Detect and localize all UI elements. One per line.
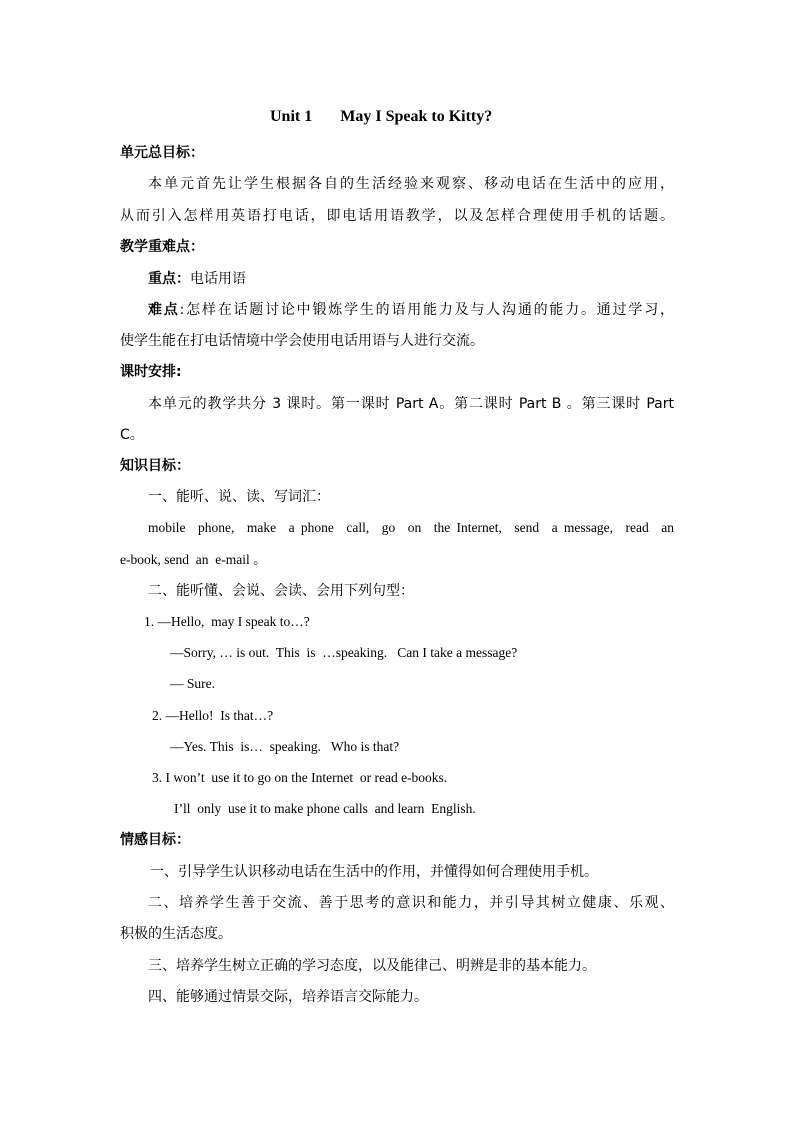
sentence-3: 3. I won’t use it to go on the Internet or read e-books. xyxy=(152,770,448,785)
difficulty-line-1 xyxy=(148,300,674,320)
focus-text: 电话用语 xyxy=(190,271,246,287)
emotion-line-3: 积极的生活态度。 xyxy=(120,926,232,942)
difficulty-text-1: :怎样在话题讨论中锻炼学生的语用能力及与人沟通的能力。通过学习， xyxy=(179,302,674,318)
unit-goal-heading: 单元总目标： xyxy=(120,145,204,161)
sentence-1-reply: —Sorry, … is out. This is …speaking. Can I take a message? xyxy=(170,645,518,660)
schedule-line-1: 本单元的教学共分 3 课时。第一课时 Part A。第二课时 Part B 。第三课时 Part xyxy=(148,396,674,412)
difficulty-label: 难点 xyxy=(148,302,180,318)
schedule-heading: 课时安排: xyxy=(120,364,182,380)
emotion-line-4: 三、培养学生树立正确的学习态度，以及能律己、明辨是非的基本能力。 xyxy=(148,958,596,974)
sentence-heading: 二、能听懂、会说、会读、会用下列句型： xyxy=(148,583,414,599)
emotion-line-5: 四、能够通过情景交际，培养语言交际能力。 xyxy=(148,989,428,1005)
emotion-line-2: 二、培养学生善于交流、善于思考的意识和能力，并引导其树立健康、乐观、 xyxy=(148,895,674,911)
sentence-1: 1. —Hello, may I speak to…? xyxy=(144,614,310,629)
unit-title xyxy=(270,107,492,127)
vocab-heading: 一、能听、说、读、写词汇： xyxy=(148,489,330,505)
schedule-line-2: C。 xyxy=(120,427,144,443)
unit-name: May I Speak to Kitty? xyxy=(340,108,493,125)
sentence-2-reply: —Yes. This is… speaking. Who is that? xyxy=(170,739,400,754)
vocab-line-1: mobile phone, make a phone call, go on the Internet, send a message, read an xyxy=(148,520,674,535)
sentence-2: 2. —Hello! Is that…? xyxy=(152,708,274,723)
knowledge-heading: 知识目标： xyxy=(120,458,190,474)
unit-goal-line-1: 本单元首先让学生根据各自的生活经验来观察、移动电话在生活中的应用， xyxy=(148,176,674,192)
unit-number: Unit 1 xyxy=(270,108,313,125)
emotion-heading: 情感目标： xyxy=(120,832,190,848)
sentence-3-followup: I’ll only use it to make phone calls and learn English. xyxy=(174,801,476,816)
focus-line xyxy=(148,269,246,289)
vocab-line-2: e-book, send an e-mail 。 xyxy=(120,552,267,567)
difficulty-line-2: 使学生能在打电话情境中学会使用电话用语与人进行交流。 xyxy=(120,333,484,349)
key-points-heading: 教学重难点： xyxy=(120,239,204,255)
focus-label: 重点： xyxy=(148,271,190,287)
emotion-line-1: 一、引导学生认识移动电话在生活中的作用，并懂得如何合理使用手机。 xyxy=(150,864,598,880)
sentence-1-answer: — Sure. xyxy=(170,676,215,691)
unit-goal-line-2: 从而引入怎样用英语打电话，即电话用语教学，以及怎样合理使用手机的话题。 xyxy=(120,208,674,224)
